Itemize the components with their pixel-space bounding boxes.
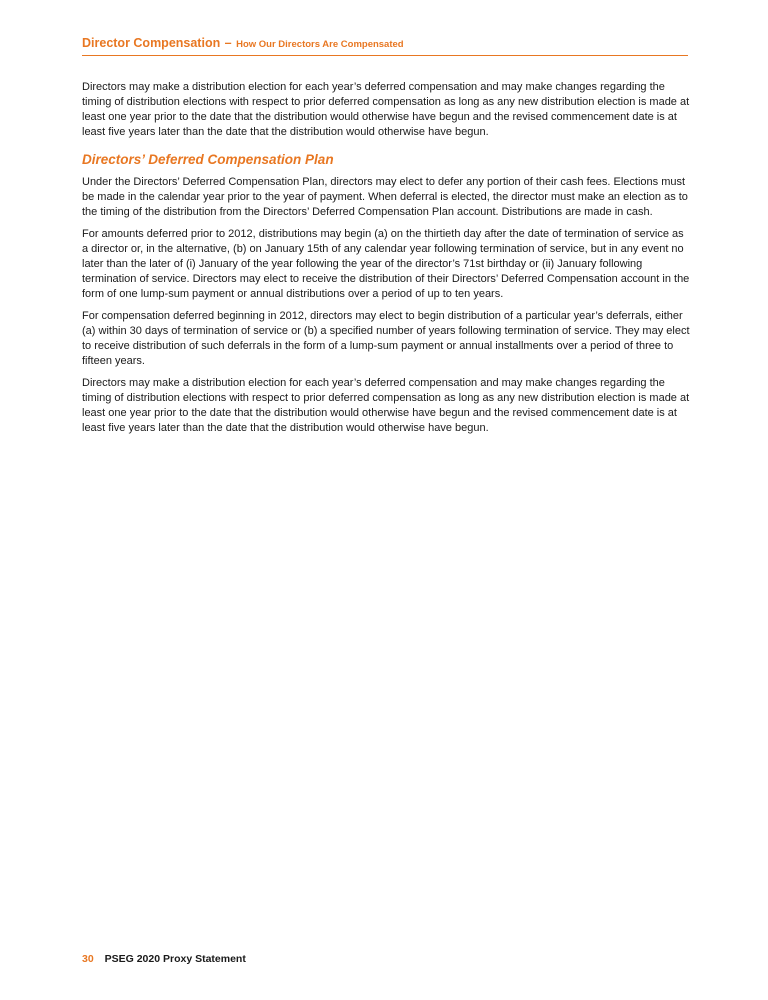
section-title: Director Compensation [82,36,221,50]
paragraph-election-changes: Directors may make a distribution election for each year’s deferred compensation and may make changes regarding the timing of distribution elections with respect to prior deferred compensation as long as any new distribution election is made at least one year prior to the date that the distribution would otherwise have begun and the revised commencement date is at least five years later than the date that the distribution would otherwise have begun. [82,377,690,434]
paragraph-pre-2012: For amounts deferred prior to 2012, distributions may begin (a) on the thirtieth day after the date of termination of service as a director or, in the alternative, (b) on January 15th of any calendar year following termination of service, but in any event no later than the later of (i) January of the year following the year of the director’s 71st birthday or (ii) January following termination of service. Directors may elect to receive the distribution of their Directors’ Deferred Compensation account in the form of one lump-sum payment or annual distributions over a period of up to ten years. [82,228,690,300]
header-separator: – [224,36,232,50]
intro-paragraph: Directors may make a distribution election for each year’s deferred compensation and may make changes regarding the timing of distribution elections with respect to prior deferred compensation as long as any new distribution election is made at least one year prior to the date that the distribution would otherwise have begun and the revised commencement date is at least five years later than the date that the distribution would otherwise have begun. [82,81,690,138]
document-title: PSEG 2020 Proxy Statement [104,953,246,965]
paragraph-eligibility: Under the Directors’ Deferred Compensation Plan, directors may elect to defer any portion of their cash fees. Elections must be made in the calendar year prior to the year of payment. When deferral is elected, the director must make an election as to the timing of the distribution from the Directors’ Deferred Compensation Plan account. Distributions are made in cash. [82,176,688,218]
page-header [82,34,688,56]
page-number: 30 [82,953,94,965]
subsection-title: How Our Directors Are Compensated [236,39,404,50]
paragraph-post-2012: For compensation deferred beginning in 2012, directors may elect to begin distribution of a particular year’s deferrals, either (a) within 30 days of termination of service or (b) a specified number of years following termination of service. They may elect to receive distribution of such deferrals in the form of a lump-sum payment or annual installments over a period of three to fifteen years. [82,310,690,367]
page-footer [82,953,246,965]
page-content [82,80,690,443]
plan-heading: Directors’ Deferred Compensation Plan [82,152,334,167]
